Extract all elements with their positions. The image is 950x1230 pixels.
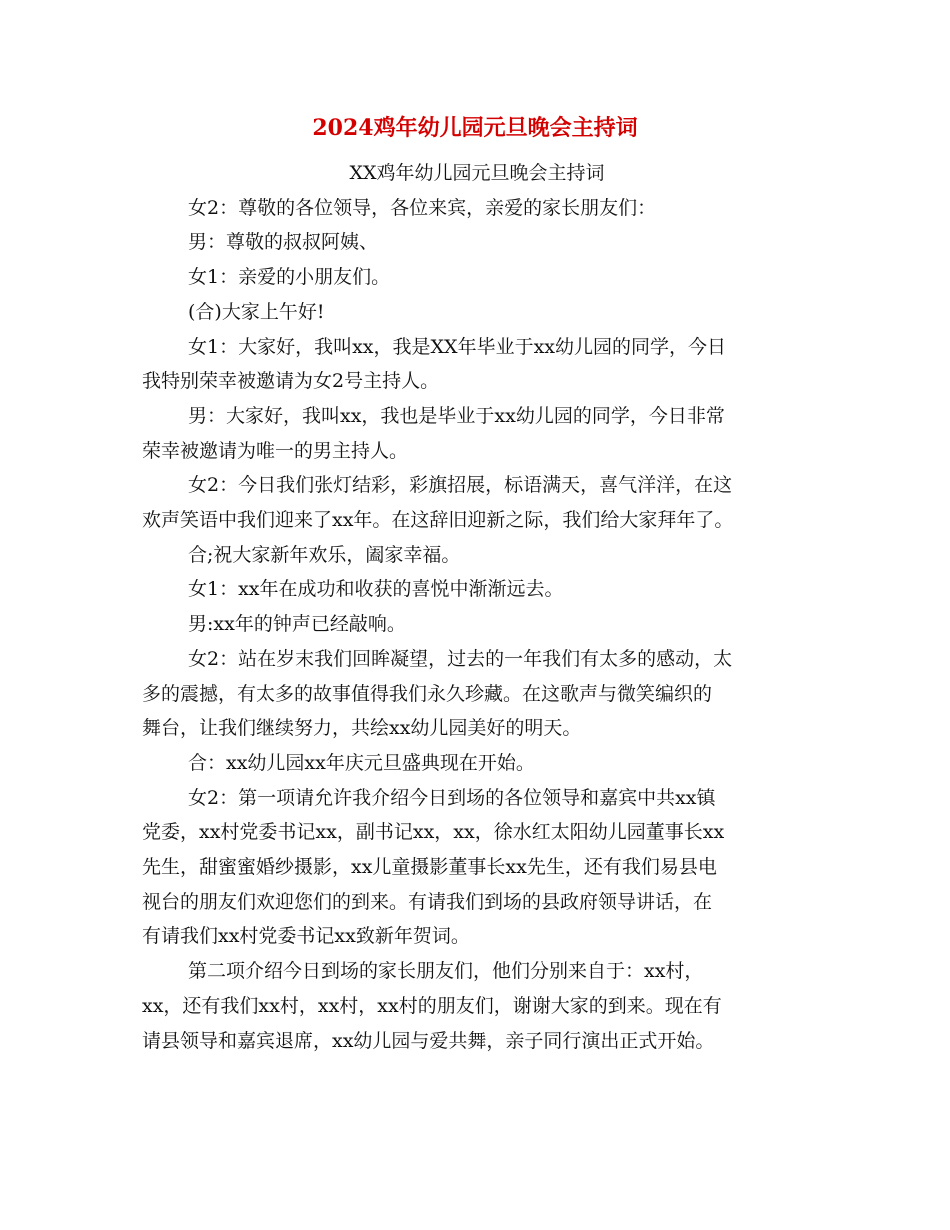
paragraph-line: 男:xx年的钟声已经敲响。 bbox=[188, 613, 406, 636]
paragraph-line: 女1：xx年在成功和收获的喜悦中渐渐远去。 bbox=[188, 578, 564, 601]
paragraph-line: (合)大家上午好! bbox=[188, 300, 325, 323]
document-title: 2024鸡年幼儿园元旦晚会主持词 bbox=[312, 115, 638, 141]
paragraph bbox=[142, 295, 812, 330]
paragraph bbox=[142, 191, 812, 226]
paragraph bbox=[142, 538, 812, 573]
paragraph bbox=[142, 746, 812, 781]
paragraph-line: 有请我们xx村党委书记xx致新年贺词。 bbox=[142, 925, 470, 948]
paragraph bbox=[142, 225, 812, 260]
paragraph-list bbox=[142, 191, 812, 1059]
paragraph bbox=[142, 572, 812, 607]
paragraph-line: 女2：今日我们张灯结彩，彩旗招展，标语满天，喜气洋洋，在这 bbox=[188, 474, 733, 497]
paragraph-line: 视台的朋友们欢迎您们的到来。有请我们到场的县政府领导讲话，在 bbox=[142, 890, 713, 913]
paragraph-line: 舞台，让我们继续努力，共绘xx幼儿园美好的明天。 bbox=[142, 717, 582, 740]
paragraph-line: 女1：大家好，我叫xx，我是XX年毕业于xx幼儿园的同学，今日 bbox=[188, 335, 727, 358]
paragraph bbox=[142, 468, 812, 537]
paragraph bbox=[142, 330, 812, 399]
paragraph bbox=[142, 954, 812, 1058]
paragraph bbox=[142, 260, 812, 295]
paragraph-line: 女2：尊敬的各位领导，各位来宾，亲爱的家长朋友们： bbox=[188, 196, 657, 219]
paragraph bbox=[142, 642, 812, 746]
paragraph-line: 女2：第一项请允许我介绍今日到场的各位领导和嘉宾中共xx镇 bbox=[188, 786, 716, 809]
paragraph-line: xx，还有我们xx村，xx村，xx村的朋友们，谢谢大家的到来。现在有 bbox=[142, 994, 722, 1017]
document-subtitle: XX鸡年幼儿园元旦晚会主持词 bbox=[349, 162, 605, 184]
paragraph-line: 请县领导和嘉宾退席，xx幼儿园与爱共舞，亲子同行演出正式开始。 bbox=[142, 1029, 715, 1052]
paragraph bbox=[142, 399, 812, 468]
paragraph-line: 男：尊敬的叔叔阿姨、 bbox=[188, 231, 379, 254]
document-body bbox=[142, 156, 812, 1058]
paragraph-line: 荣幸被邀请为唯一的男主持人。 bbox=[142, 439, 409, 462]
paragraph-line: 欢声笑语中我们迎来了xx年。在这辞旧迎新之际，我们给大家拜年了。 bbox=[142, 509, 734, 532]
paragraph-line: 先生，甜蜜蜜婚纱摄影，xx儿童摄影董事长xx先生，还有我们易县电 bbox=[142, 856, 717, 879]
paragraph bbox=[142, 781, 812, 955]
paragraph-line: 合;祝大家新年欢乐，阖家幸福。 bbox=[188, 543, 461, 566]
paragraph-line: 党委，xx村党委书记xx，副书记xx，xx，徐水红太阳幼儿园董事长xx bbox=[142, 821, 725, 844]
paragraph-line: 女2：站在岁末我们回眸凝望，过去的一年我们有太多的感动，太 bbox=[188, 647, 733, 670]
paragraph-line: 多的震撼，有太多的故事值得我们永久珍藏。在这歌声与微笑编织的 bbox=[142, 682, 713, 705]
paragraph-line: 合：xx幼儿园xx年庆元旦盛典现在开始。 bbox=[188, 751, 535, 774]
paragraph bbox=[142, 607, 812, 642]
paragraph-line: 我特别荣幸被邀请为女2号主持人。 bbox=[142, 370, 440, 393]
paragraph-line: 女1：亲爱的小朋友们。 bbox=[188, 266, 391, 289]
paragraph-line: 男：大家好，我叫xx，我也是毕业于xx幼儿园的同学，今日非常 bbox=[188, 404, 725, 427]
paragraph-line: 第二项介绍今日到场的家长朋友们，他们分别来自于：xx村， bbox=[188, 960, 704, 983]
